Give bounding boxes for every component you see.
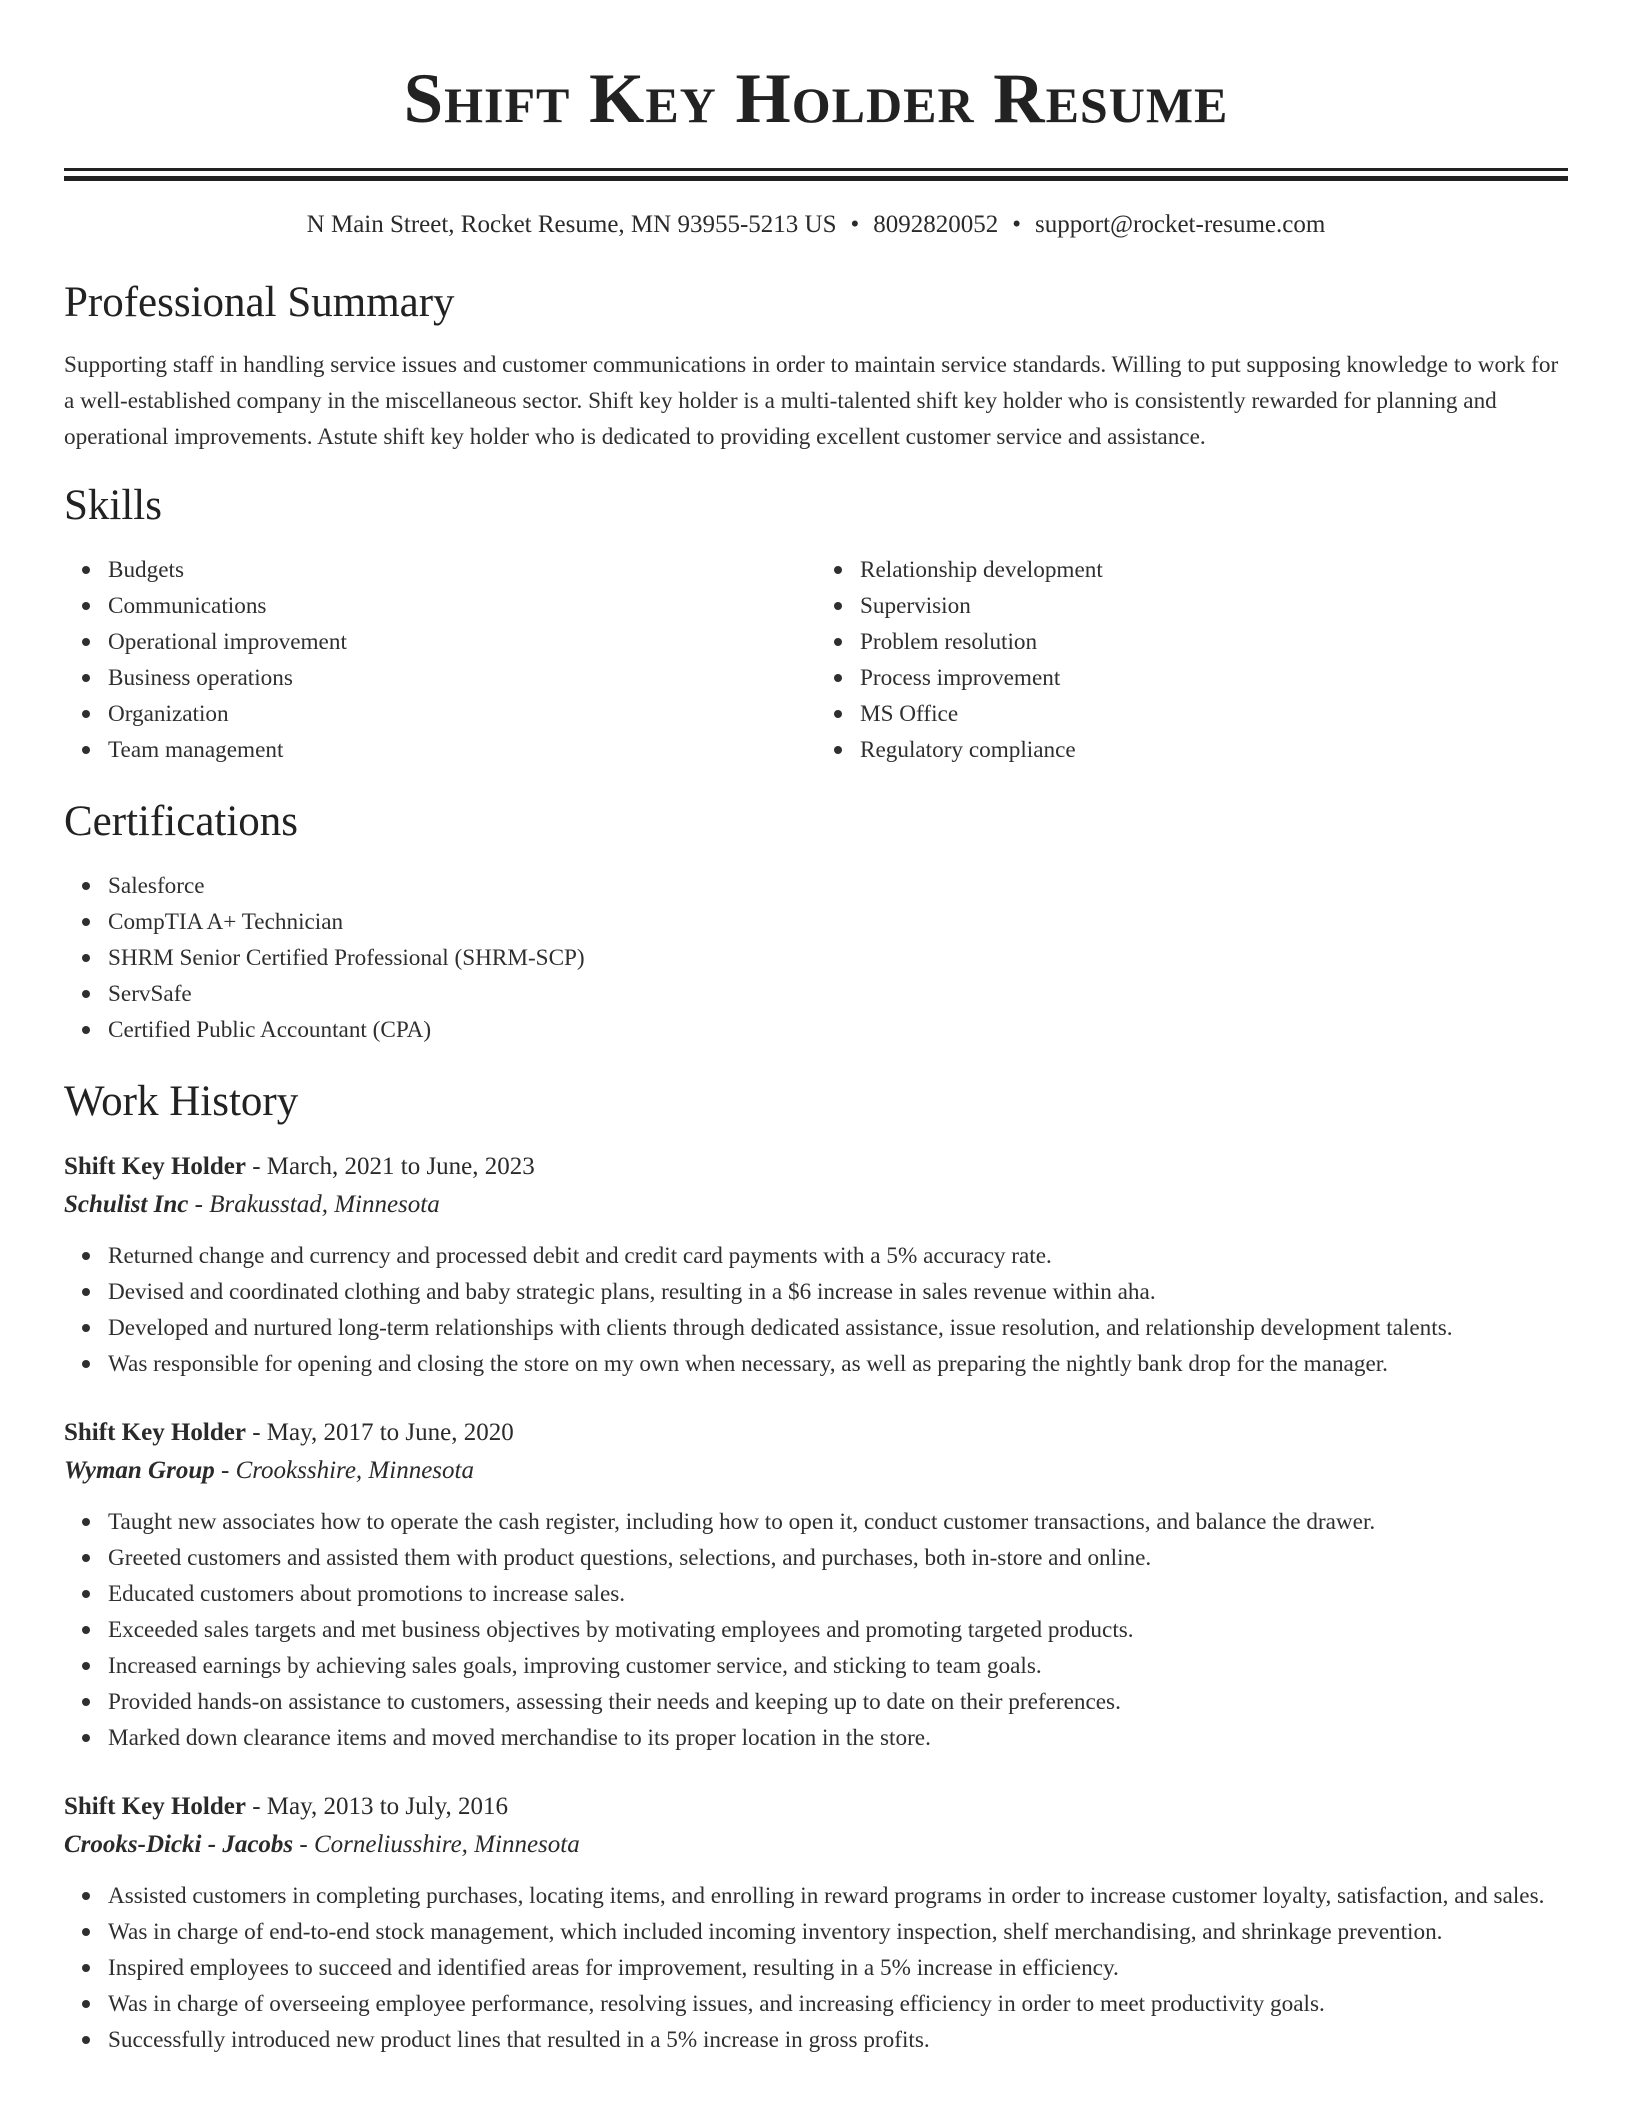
bullet-icon xyxy=(82,1360,90,1368)
job-duty: Greeted customers and assisted them with product questions, selections, and purchases, both in-store and online. xyxy=(108,1540,1568,1576)
job-duty: Was in charge of overseeing employee performance, resolving issues, and increasing efficiency in order to meet productivity goals. xyxy=(108,1986,1568,2022)
bullet-icon xyxy=(82,1554,90,1562)
bullet-icon xyxy=(82,674,90,682)
employer-location: Corneliusshire, Minnesota xyxy=(313,1831,580,1858)
skill-item: Operational improvement xyxy=(108,624,816,660)
employer-name: Wyman Group xyxy=(64,1457,215,1484)
job-entry xyxy=(64,1148,1568,1382)
bullet-icon xyxy=(834,674,842,682)
employer-location: Brakusstad, Minnesota xyxy=(209,1191,440,1218)
skill-item: Organization xyxy=(108,696,816,732)
bullet-icon xyxy=(82,990,90,998)
bullet-icon xyxy=(82,746,90,754)
bullet-icon xyxy=(82,1892,90,1900)
job-duty: Was responsible for opening and closing the store on my own when necessary, as well as preparing the nightly bank drop for the manager. xyxy=(108,1346,1568,1382)
contact-separator: • xyxy=(850,211,860,238)
job-dates: May, 2013 to July, 2016 xyxy=(266,1793,508,1820)
skills-column-left xyxy=(64,552,816,768)
resume-title: Shift Key Holder Resume xyxy=(403,60,1229,138)
job-title: Shift Key Holder xyxy=(64,1419,246,1446)
employer-line xyxy=(64,1186,1568,1224)
job-duty: Marked down clearance items and moved merchandise to its proper location in the store. xyxy=(108,1720,1568,1756)
skill-item: MS Office xyxy=(860,696,1568,732)
job-entry xyxy=(64,1414,1568,1756)
title-rule-bottom xyxy=(64,176,1568,181)
job-duties-list xyxy=(64,1504,1568,1756)
job-duty: Was in charge of end-to-end stock management, which included incoming inventory inspection, shelf merchandising, and shrinkage prevention. xyxy=(108,1914,1568,1950)
contact-address: N Main Street, Rocket Resume, MN 93955-5213 US xyxy=(306,211,837,238)
job-entry xyxy=(64,1788,1568,2058)
bullet-icon xyxy=(82,710,90,718)
skills-heading: Skills xyxy=(64,482,162,529)
job-duty: Successfully introduced new product lines that resulted in a 5% increase in gross profits. xyxy=(108,2022,1568,2058)
job-duty: Inspired employees to succeed and identified areas for improvement, resulting in a 5% increase in efficiency. xyxy=(108,1950,1568,1986)
bullet-icon xyxy=(82,1662,90,1670)
skill-item: Supervision xyxy=(860,588,1568,624)
dash: - xyxy=(188,1191,210,1218)
summary-heading: Professional Summary xyxy=(64,279,455,326)
bullet-icon xyxy=(82,1964,90,1972)
title-rule-top xyxy=(64,168,1568,171)
bullet-icon xyxy=(82,882,90,890)
contact-line xyxy=(64,207,1568,243)
bullet-icon xyxy=(82,1590,90,1598)
certification-item: SHRM Senior Certified Professional (SHRM-SCP) xyxy=(108,940,1568,976)
job-title: Shift Key Holder xyxy=(64,1793,246,1820)
bullet-icon xyxy=(82,1026,90,1034)
job-title-line xyxy=(64,1414,1568,1452)
job-duties-list xyxy=(64,1878,1568,2058)
bullet-icon xyxy=(834,710,842,718)
certifications-heading: Certifications xyxy=(64,798,299,845)
employer-location: Crooksshire, Minnesota xyxy=(235,1457,474,1484)
contact-phone: 8092820052 xyxy=(873,211,999,238)
job-dates: March, 2021 to June, 2023 xyxy=(266,1153,535,1180)
certification-item: Certified Public Accountant (CPA) xyxy=(108,1012,1568,1048)
skill-item: Relationship development xyxy=(860,552,1568,588)
job-duty: Assisted customers in completing purchases, locating items, and enrolling in reward programs in order to increase customer loyalty, satisfaction, and sales. xyxy=(108,1878,1568,1914)
bullet-icon xyxy=(82,1252,90,1260)
job-title-line xyxy=(64,1148,1568,1186)
skill-item: Budgets xyxy=(108,552,816,588)
certification-item: Salesforce xyxy=(108,868,1568,904)
job-dates: May, 2017 to June, 2020 xyxy=(266,1419,514,1446)
skills-column-right xyxy=(816,552,1568,768)
dash: - xyxy=(245,1793,267,1820)
employer-name: Schulist Inc xyxy=(64,1191,189,1218)
bullet-icon xyxy=(82,602,90,610)
bullet-icon xyxy=(82,1734,90,1742)
bullet-icon xyxy=(82,1928,90,1936)
certifications-list xyxy=(64,868,1568,1048)
bullet-icon xyxy=(82,1324,90,1332)
bullet-icon xyxy=(834,566,842,574)
work-history-heading: Work History xyxy=(64,1078,299,1125)
job-title: Shift Key Holder xyxy=(64,1153,246,1180)
dash: - xyxy=(245,1153,267,1180)
job-duty: Increased earnings by achieving sales goals, improving customer service, and sticking to team goals. xyxy=(108,1648,1568,1684)
bullet-icon xyxy=(82,566,90,574)
dash: - xyxy=(245,1419,267,1446)
employer-line xyxy=(64,1452,1568,1490)
bullet-icon xyxy=(834,746,842,754)
contact-separator: • xyxy=(1012,211,1022,238)
job-duties-list xyxy=(64,1238,1568,1382)
skill-item: Business operations xyxy=(108,660,816,696)
skill-item: Problem resolution xyxy=(860,624,1568,660)
bullet-icon xyxy=(82,1518,90,1526)
skill-item: Regulatory compliance xyxy=(860,732,1568,768)
dash: - xyxy=(293,1831,314,1858)
certification-item: CompTIA A+ Technician xyxy=(108,904,1568,940)
job-duty: Taught new associates how to operate the cash register, including how to open it, conduct customer transactions, and balance the drawer. xyxy=(108,1504,1568,1540)
job-duty: Educated customers about promotions to increase sales. xyxy=(108,1576,1568,1612)
job-duty: Devised and coordinated clothing and baby strategic plans, resulting in a $6 increase in sales revenue within aha. xyxy=(108,1274,1568,1310)
bullet-icon xyxy=(82,918,90,926)
bullet-icon xyxy=(82,954,90,962)
skills-grid xyxy=(64,552,1568,768)
skill-item: Communications xyxy=(108,588,816,624)
bullet-icon xyxy=(82,1626,90,1634)
job-duty: Provided hands-on assistance to customers, assessing their needs and keeping up to date on their preferences. xyxy=(108,1684,1568,1720)
employer-line xyxy=(64,1826,1568,1864)
bullet-icon xyxy=(82,638,90,646)
job-duty: Exceeded sales targets and met business objectives by motivating employees and promoting targeted products. xyxy=(108,1612,1568,1648)
bullet-icon xyxy=(82,1698,90,1706)
skill-item: Team management xyxy=(108,732,816,768)
summary-text: Supporting staff in handling service issues and customer communications in order to maintain service standards. Willing to put supposing knowledge to work for a well-established company in the miscellaneous sector. Shift key holder is a multi-talented shift key holder who is consistently rewarded for planning and operational improvements. Astute shift key holder who is dedicated to providing excellent customer service and assistance. xyxy=(64,352,1559,450)
bullet-icon xyxy=(82,2036,90,2044)
dash: - xyxy=(214,1457,236,1484)
certification-item: ServSafe xyxy=(108,976,1568,1012)
job-duty: Returned change and currency and processed debit and credit card payments with a 5% accuracy rate. xyxy=(108,1238,1568,1274)
bullet-icon xyxy=(82,2000,90,2008)
skill-item: Process improvement xyxy=(860,660,1568,696)
contact-email: support@rocket-resume.com xyxy=(1035,211,1326,238)
job-duty: Developed and nurtured long-term relationships with clients through dedicated assistance, issue resolution, and relationship development talents. xyxy=(108,1310,1568,1346)
employer-name: Crooks-Dicki - Jacobs xyxy=(64,1831,294,1858)
bullet-icon xyxy=(834,602,842,610)
job-title-line xyxy=(64,1788,1568,1826)
bullet-icon xyxy=(82,1288,90,1296)
bullet-icon xyxy=(834,638,842,646)
